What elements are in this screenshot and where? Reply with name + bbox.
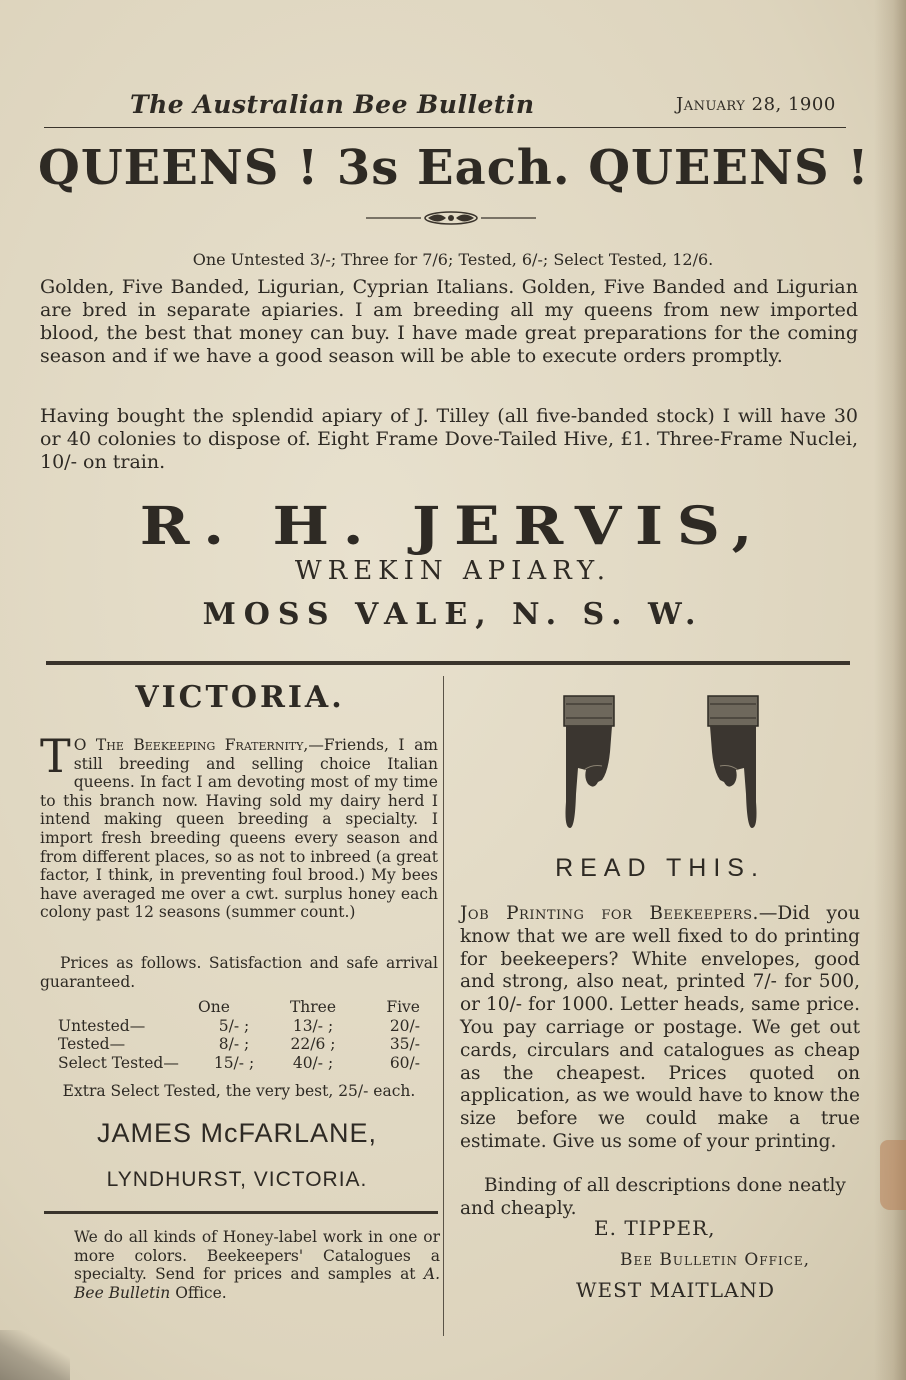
table-cell: Untested— bbox=[58, 1016, 146, 1035]
issue-date: January 28, 1900 bbox=[676, 94, 836, 115]
column-separator bbox=[443, 676, 444, 1336]
label-ad-text: We do all kinds of Honey-label work in one or more colors. Beekeepers' Catalogues a specialty. Send for prices and samples at bbox=[74, 1228, 440, 1284]
table-row bbox=[58, 1017, 420, 1036]
ornament-divider bbox=[366, 209, 536, 231]
table-row bbox=[58, 1054, 420, 1073]
left-column-divider bbox=[44, 1211, 438, 1214]
extra-select-note: Extra Select Tested, the very best, 25/- each. bbox=[62, 1082, 416, 1100]
table-header-cell bbox=[58, 998, 198, 1017]
table-header-cell: Five bbox=[386, 998, 420, 1016]
table-cell: 40/- ; bbox=[292, 1053, 334, 1072]
label-ad-publication: A. Bee Bulletin bbox=[74, 1265, 440, 1302]
table-cell: 5/- ; bbox=[218, 1016, 250, 1035]
victoria-intro bbox=[40, 729, 439, 922]
table-cell: Select Tested— bbox=[58, 1053, 179, 1072]
ornament-icon bbox=[366, 209, 536, 227]
printing-body: —Did you know that we are well fixed to do printing for beekeepers? White envelopes, good and strong, also neat, printed 7/- for 500, or 10/- for 1000. Letter heads, same price. You pay carriage or postage. We get out cards, circulars and catalogues as cheap as the cheapest. Prices quoted on application, as we would have to know the size before we could make a true estimate. Give us some of your printing. bbox=[460, 903, 860, 1152]
victoria-advertiser-name: JAMES McFARLANE, bbox=[96, 1118, 378, 1148]
price-table-header bbox=[58, 998, 420, 1017]
queens-price-line: One Untested 3/-; Three for 7/6; Tested, 6/-; Select Tested, 12/6. bbox=[192, 250, 714, 269]
queens-headline: QUEENS ! 3s Each. QUEENS ! bbox=[38, 140, 870, 196]
paper-stain bbox=[880, 1140, 906, 1210]
honey-label-ad bbox=[74, 1228, 440, 1302]
victoria-heading: VICTORIA. bbox=[135, 680, 345, 715]
table-cell: 22/6 ; bbox=[290, 1035, 336, 1053]
victoria-advertiser-location: LYNDHURST, VICTORIA. bbox=[106, 1168, 368, 1191]
advertiser-name: R. H. JERVIS, bbox=[139, 496, 767, 557]
table-header-cell: Three bbox=[289, 998, 337, 1016]
table-cell: 60/- bbox=[389, 1053, 420, 1072]
table-cell: 35/- bbox=[389, 1035, 420, 1053]
printing-lead: Job Printing for Beekeepers. bbox=[460, 903, 759, 924]
publication-title: The Australian Bee Bulletin bbox=[130, 90, 535, 119]
table-cell: 8/- ; bbox=[218, 1035, 250, 1053]
queens-description: Golden, Five Banded, Ligurian, Cyprian Italians. Golden, Five Banded and Ligurian are bred in separate apiaries. I am breeding all my queens from new imported blood, the best that money can buy. I have made great preparations for the coming season and if we have a good season will be able to execute orders promptly. bbox=[40, 276, 858, 367]
table-cell: 15/- ; bbox=[213, 1053, 255, 1072]
binding-note: Binding of all descriptions done neatly and cheaply. bbox=[460, 1175, 846, 1219]
drop-cap: T bbox=[40, 729, 71, 783]
tilley-apiary-notice: Having bought the splendid apiary of J. Tilley (all five-banded stock) I will have 30 or 40 colonies to dispose of. Eight Frame Dove-Tailed Hive, £1. Three-Frame Nuclei, 10/- on train. bbox=[40, 405, 858, 473]
page-corner-shadow bbox=[0, 1330, 70, 1380]
table-row bbox=[58, 1035, 420, 1054]
pointing-hands-icon bbox=[558, 694, 778, 834]
table-cell: Tested— bbox=[58, 1035, 126, 1053]
label-ad-text-end: Office. bbox=[170, 1283, 227, 1302]
table-header-cell: One bbox=[198, 998, 230, 1016]
section-divider bbox=[46, 661, 850, 665]
header-rule bbox=[44, 127, 846, 128]
printer-office: Bee Bulletin Office, bbox=[620, 1250, 811, 1270]
price-table bbox=[58, 998, 420, 1072]
printer-name: E. TIPPER, bbox=[594, 1216, 716, 1240]
table-cell: 13/- ; bbox=[292, 1016, 334, 1035]
read-this-heading: READ THIS. bbox=[555, 854, 765, 882]
advertiser-location: MOSS VALE, N. S. W. bbox=[202, 597, 704, 632]
apiary-name: WREKIN APIARY. bbox=[294, 556, 612, 586]
table-cell: 20/- bbox=[389, 1016, 420, 1035]
intro-lead: O The Beekeeping Fraternity, bbox=[73, 736, 309, 754]
printer-location: WEST MAITLAND bbox=[576, 1278, 775, 1302]
printing-ad-body bbox=[460, 903, 860, 1154]
prices-intro: Prices as follows. Satisfaction and safe arrival guaranteed. bbox=[40, 954, 438, 991]
intro-body: —Friends, I am still breeding and selling choice Italian queens. In fact I am devoting most of my time to this branch now. Having sold my dairy herd I intend making queen breeding a specialty. I import fresh breeding queens every season and from different places, so as not to inbreed (a great factor, I think, in preventing foul brood.) My bees have averaged me over a cwt. surplus honey each colony past 12 seasons (summer count.) bbox=[40, 736, 439, 922]
